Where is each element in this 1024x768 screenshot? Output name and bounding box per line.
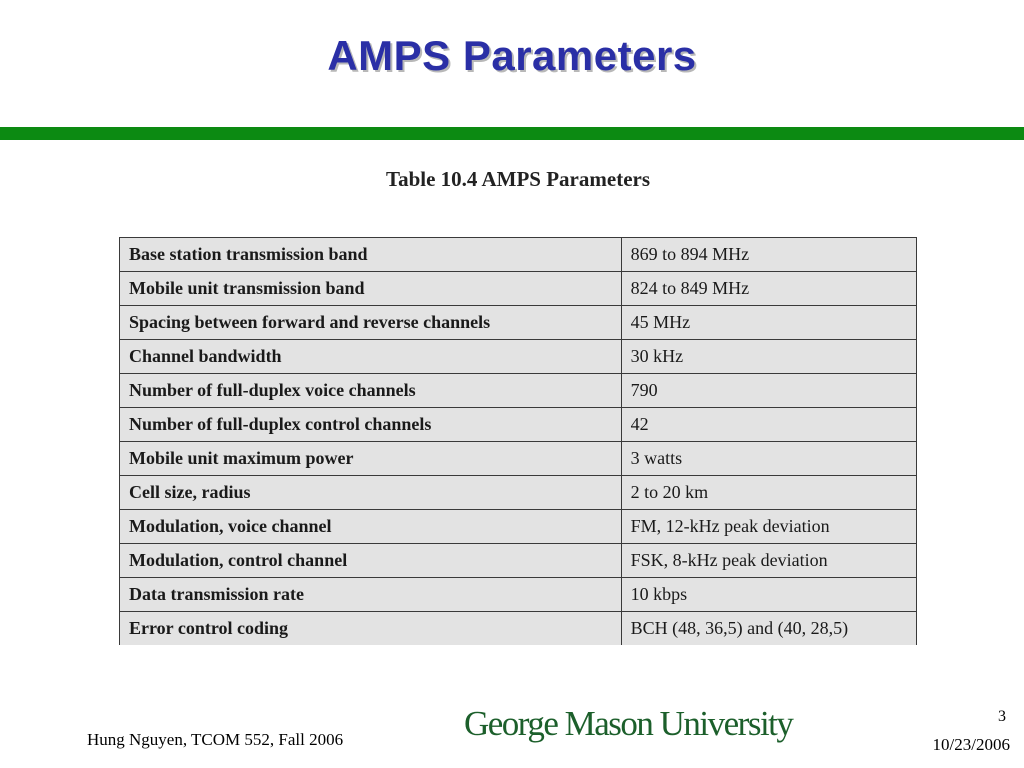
table-row — [120, 340, 917, 374]
parameter-value-cell: 42 — [621, 408, 916, 442]
parameter-name-cell: Base station transmission band — [120, 238, 622, 272]
parameter-name-cell: Data transmission rate — [120, 578, 622, 612]
table-caption: Table 10.4 AMPS Parameters — [385, 167, 651, 191]
parameter-name-cell: Mobile unit maximum power — [120, 442, 622, 476]
parameter-value-cell: FM, 12-kHz peak deviation — [621, 510, 916, 544]
table-row — [120, 442, 917, 476]
table-row — [120, 612, 917, 646]
parameter-name-cell: Number of full-duplex voice channels — [120, 374, 622, 408]
table-row — [120, 544, 917, 578]
university-logo: George Mason University — [464, 704, 793, 743]
table-row — [120, 476, 917, 510]
page-number: 3 — [998, 708, 1006, 725]
footer-date: 10/23/2006 — [932, 735, 1010, 754]
parameter-value-cell: FSK, 8-kHz peak deviation — [621, 544, 916, 578]
parameter-name-cell: Modulation, control channel — [120, 544, 622, 578]
parameter-name-cell: Number of full-duplex control channels — [120, 408, 622, 442]
parameter-name-cell: Modulation, voice channel — [120, 510, 622, 544]
table-row — [120, 510, 917, 544]
parameter-value-cell: 3 watts — [621, 442, 916, 476]
parameter-value-cell: 869 to 894 MHz — [621, 238, 916, 272]
parameter-name-cell: Spacing between forward and reverse channels — [120, 306, 622, 340]
parameter-value-cell: 790 — [621, 374, 916, 408]
table-row — [120, 374, 917, 408]
parameter-name-cell: Error control coding — [120, 612, 622, 646]
table-row — [120, 408, 917, 442]
slide-title: AMPS Parameters — [327, 32, 697, 79]
parameter-value-cell: 30 kHz — [621, 340, 916, 374]
parameter-name-cell: Channel bandwidth — [120, 340, 622, 374]
parameter-value-cell: 10 kbps — [621, 578, 916, 612]
parameter-value-cell: BCH (48, 36,5) and (40, 28,5) — [621, 612, 916, 646]
parameter-value-cell: 45 MHz — [621, 306, 916, 340]
table-row — [120, 238, 917, 272]
table-row — [120, 578, 917, 612]
table-row — [120, 272, 917, 306]
accent-divider-bar — [0, 127, 1024, 140]
parameters-table-body — [120, 238, 917, 646]
footer-author: Hung Nguyen, TCOM 552, Fall 2006 — [87, 730, 344, 749]
parameter-value-cell: 824 to 849 MHz — [621, 272, 916, 306]
parameter-name-cell: Cell size, radius — [120, 476, 622, 510]
parameter-name-cell: Mobile unit transmission band — [120, 272, 622, 306]
table-row — [120, 306, 917, 340]
parameters-table — [119, 237, 917, 645]
parameter-value-cell: 2 to 20 km — [621, 476, 916, 510]
